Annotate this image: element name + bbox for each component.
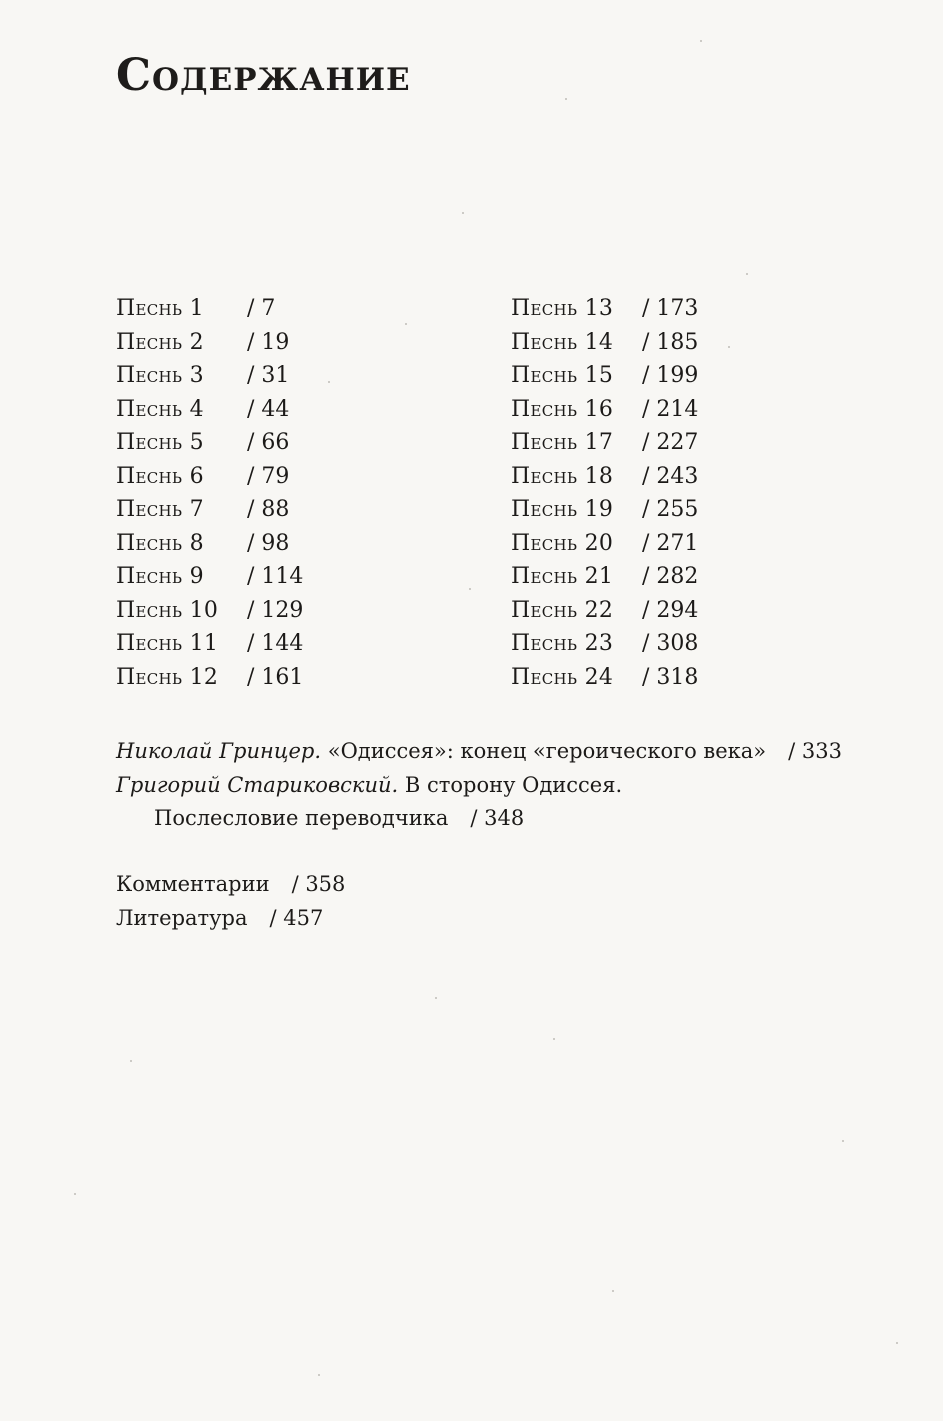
entry-page: / 98	[247, 530, 290, 556]
essay-page: / 333	[788, 739, 842, 763]
entry-label: Песнь 15	[511, 363, 614, 388]
entry-label: Песнь 17	[511, 430, 614, 455]
entry-label: Комментарии	[116, 872, 270, 896]
entry-label: Песнь 14	[511, 329, 614, 355]
entry-page: / 7	[247, 296, 276, 321]
entry-label: Песнь 9	[116, 564, 204, 589]
essay-page: / 348	[470, 806, 525, 830]
paper-speck	[842, 1140, 844, 1142]
entry-page: / 214	[642, 396, 699, 422]
entry-page: / 88	[247, 497, 290, 522]
paper-speck	[565, 98, 567, 100]
paper-speck	[318, 1374, 320, 1376]
entry-page: / 66	[247, 430, 290, 455]
toc-entry-essay-starikovsky-subtitle[interactable]	[116, 802, 842, 836]
entry-page: / 199	[642, 363, 699, 388]
paper-speck	[328, 381, 330, 383]
entry-page: / 358	[291, 872, 346, 896]
page-title: Содержание	[116, 50, 411, 101]
essay-title: «Одиссея»: конец «героического века»	[327, 739, 767, 763]
entry-page: / 44	[247, 396, 290, 422]
essay-subtitle: Послесловие переводчика	[154, 806, 449, 830]
paper-speck	[612, 1290, 614, 1292]
entry-page: / 185	[642, 329, 699, 355]
entry-label: Песнь 8	[116, 530, 204, 556]
entry-label: Песнь 16	[511, 396, 614, 422]
entry-page: / 308	[642, 631, 699, 656]
entry-page: / 173	[642, 296, 699, 321]
entry-label: Песнь 23	[511, 631, 614, 656]
entry-label: Песнь 3	[116, 363, 204, 388]
paper-speck	[553, 1038, 555, 1040]
entry-page: / 457	[269, 905, 324, 930]
paper-speck	[405, 323, 407, 325]
toc-appendices	[116, 868, 345, 935]
toc-entry-comments[interactable]	[116, 868, 345, 902]
entry-page: / 227	[642, 430, 699, 455]
paper-speck	[130, 1060, 132, 1062]
entry-page: / 294	[642, 597, 699, 623]
paper-speck	[728, 346, 730, 348]
entry-page: / 79	[247, 463, 290, 489]
entry-page: / 255	[642, 497, 699, 522]
entry-page: / 282	[642, 564, 699, 589]
essay-author: Григорий Стариковский.	[116, 772, 399, 797]
entry-label: Песнь 24	[511, 664, 614, 690]
paper-speck	[746, 273, 748, 275]
entry-label: Песнь 5	[116, 430, 204, 455]
entry-page: / 161	[247, 664, 304, 690]
entry-page: / 271	[642, 530, 699, 556]
essay-author: Николай Гринцер.	[116, 739, 322, 763]
entry-label: Песнь 2	[116, 329, 204, 355]
entry-label: Песнь 22	[511, 597, 614, 623]
entry-label: Песнь 1	[116, 296, 204, 321]
entry-label: Песнь 11	[116, 631, 219, 656]
entry-label: Песнь 18	[511, 463, 614, 489]
entry-page: / 318	[642, 664, 699, 690]
entry-page: / 31	[247, 363, 290, 388]
paper-speck	[700, 40, 702, 42]
entry-page: / 129	[247, 597, 304, 623]
entry-page: / 19	[247, 329, 290, 355]
essay-title: В сторону Одиссея.	[404, 772, 623, 797]
entry-label: Песнь 12	[116, 664, 219, 690]
entry-label: Песнь 21	[511, 564, 614, 589]
entry-page: / 243	[642, 463, 699, 489]
entry-label: Песнь 20	[511, 530, 614, 556]
toc-entry-essay-starikovsky[interactable]	[116, 769, 842, 803]
paper-speck	[435, 997, 437, 999]
entry-label: Песнь 6	[116, 463, 204, 489]
paper-speck	[469, 588, 471, 590]
entry-label: Песнь 4	[116, 396, 204, 422]
paper-speck	[462, 212, 464, 214]
entry-page: / 114	[247, 564, 304, 589]
paper-speck	[74, 1193, 76, 1195]
entry-page: / 144	[247, 631, 304, 656]
entry-label: Песнь 13	[511, 296, 614, 321]
toc-entry-literature[interactable]	[116, 902, 345, 936]
entry-label: Песнь 7	[116, 497, 204, 522]
entry-label: Песнь 10	[116, 597, 219, 623]
paper-speck	[896, 1342, 898, 1344]
toc-essays	[116, 735, 842, 836]
entry-label: Литература	[116, 905, 248, 930]
entry-label: Песнь 19	[511, 497, 614, 522]
toc-entry-essay-grintser[interactable]	[116, 735, 842, 769]
